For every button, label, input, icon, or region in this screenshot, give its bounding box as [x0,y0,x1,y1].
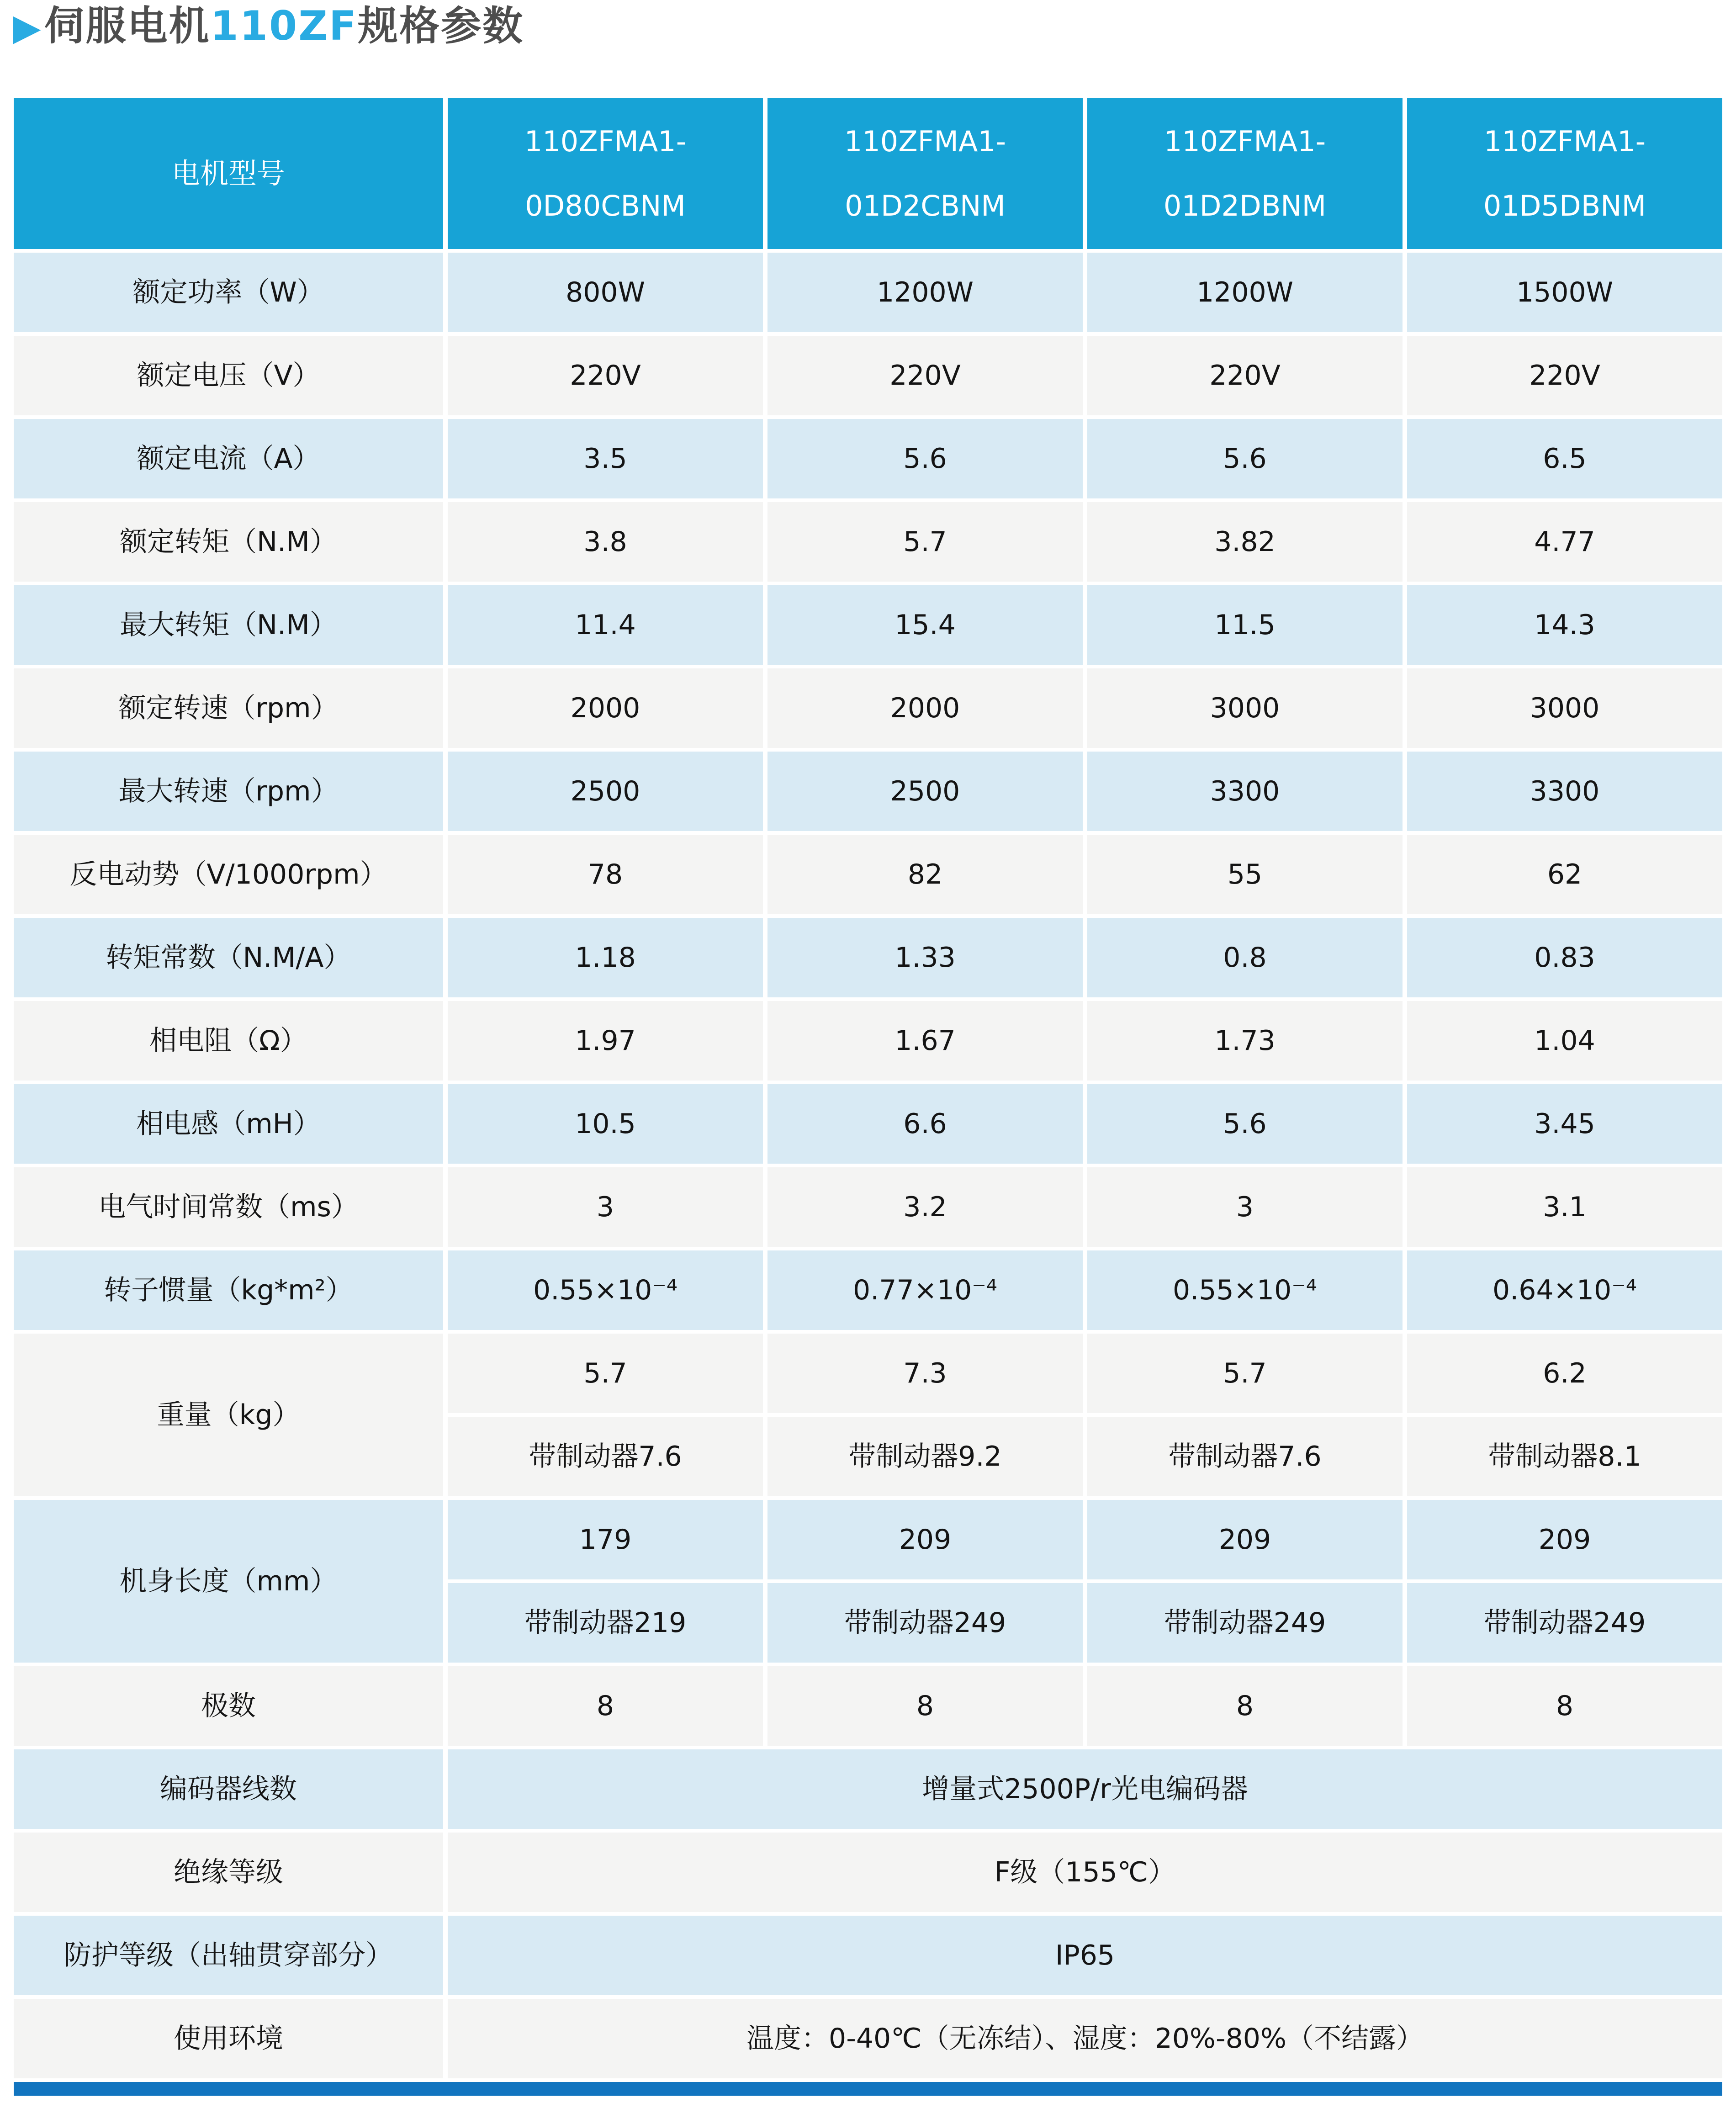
table-cell: 3000 [1087,668,1403,748]
row-label-body-length: 机身长度（mm） [14,1500,443,1663]
model-line1: 110ZFMA1- [1164,124,1326,158]
table-cell: 7.3 [767,1334,1083,1413]
title-part2: 规格参数 [358,2,524,49]
model-line2: 01D2DBNM [1163,189,1327,222]
table-cell: 1.33 [767,918,1083,997]
table-cell: 5.6 [767,419,1083,498]
row-label: 电气时间常数（ms） [14,1167,443,1247]
table-cell: 0.8 [1087,918,1403,997]
table-cell: 15.4 [767,585,1083,665]
table-cell: 0.64×10⁻⁴ [1407,1250,1722,1330]
table-cell: 带制动器249 [1087,1583,1403,1663]
table-cell: 5.7 [1087,1334,1403,1413]
table-cell: 2000 [448,668,763,748]
row-label: 额定功率（W） [14,253,443,332]
merged-value-cell: 增量式2500P/r光电编码器 [448,1749,1722,1829]
row-label-weight: 重量（kg） [14,1334,443,1496]
table-cell: 1.67 [767,1001,1083,1081]
table-cell: 6.2 [1407,1334,1722,1413]
title-highlight: 110ZF [210,2,358,49]
table-cell: 5.6 [1087,419,1403,498]
table-cell: 800W [448,253,763,332]
table-cell: 8 [1407,1666,1722,1746]
table-cell: 220V [1407,336,1722,415]
table-cell: 1.18 [448,918,763,997]
merged-value-cell: 温度：0-40℃（无冻结）、湿度：20%-80%（不结露） [448,1999,1722,2078]
row-label: 相电感（mH） [14,1084,443,1164]
table-cell: 1200W [1087,253,1403,332]
table-cell: 1.04 [1407,1001,1722,1081]
table-cell: 3.5 [448,419,763,498]
table-cell: 8 [1087,1666,1403,1746]
table-cell: 1500W [1407,253,1722,332]
table-cell: 0.77×10⁻⁴ [767,1250,1083,1330]
table-cell: 220V [448,336,763,415]
row-label: 最大转矩（N.M） [14,585,443,665]
table-cell: 带制动器249 [1407,1583,1722,1663]
table-cell: 5.7 [448,1334,763,1413]
table-cell: 1.97 [448,1001,763,1081]
row-label: 最大转速（rpm） [14,752,443,831]
table-cell: 2500 [448,752,763,831]
table-cell: 10.5 [448,1084,763,1164]
table-cell: 3.1 [1407,1167,1722,1247]
model-line1: 110ZFMA1- [1483,124,1646,158]
row-label: 额定电流（A） [14,419,443,498]
page-title [13,3,524,49]
table-cell: 带制动器7.6 [1087,1417,1403,1496]
table-cell: 14.3 [1407,585,1722,665]
row-label: 额定转速（rpm） [14,668,443,748]
table-cell: 220V [767,336,1083,415]
table-cell: 8 [767,1666,1083,1746]
row-label: 转矩常数（N.M/A） [14,918,443,997]
merged-value-cell: IP65 [448,1916,1722,1995]
table-cell: 179 [448,1500,763,1579]
table-cell: 3300 [1407,752,1722,831]
model-line2: 0D80CBNM [525,189,686,222]
row-label: 相电阻（Ω） [14,1001,443,1081]
table-cell: 209 [1087,1500,1403,1579]
row-label: 编码器线数 [14,1749,443,1829]
table-cell: 220V [1087,336,1403,415]
title-part1: 伺服电机 [44,2,211,49]
table-cell: 3 [1087,1167,1403,1247]
table-cell: 209 [767,1500,1083,1579]
table-cell: 3.8 [448,502,763,582]
table-cell: 3.2 [767,1167,1083,1247]
spec-table [14,98,1722,2096]
table-cell: 8 [448,1666,763,1746]
column-header-model-1 [448,98,763,249]
table-cell: 11.4 [448,585,763,665]
table-cell: 1.73 [1087,1001,1403,1081]
row-label: 极数 [14,1666,443,1746]
table-cell: 3000 [1407,668,1722,748]
model-line2: 01D5DBNM [1483,189,1646,222]
table-cell: 3.45 [1407,1084,1722,1164]
row-label: 反电动势（V/1000rpm） [14,835,443,914]
column-header-model-3 [1087,98,1403,249]
table-cell: 5.7 [767,502,1083,582]
table-cell: 1200W [767,253,1083,332]
row-label: 绝缘等级 [14,1833,443,1912]
table-bottom-bar [14,2082,1722,2096]
table-cell: 3.82 [1087,502,1403,582]
table-cell: 6.6 [767,1084,1083,1164]
row-label: 转子惯量（kg*m²） [14,1250,443,1330]
table-cell: 0.55×10⁻⁴ [448,1250,763,1330]
model-line1: 110ZFMA1- [844,124,1006,158]
model-line2: 01D2CBNM [845,189,1006,222]
table-cell: 带制动器7.6 [448,1417,763,1496]
spec-table-grid [14,98,1722,2078]
table-cell: 带制动器8.1 [1407,1417,1722,1496]
table-cell: 4.77 [1407,502,1722,582]
column-header-model-4 [1407,98,1722,249]
table-cell: 3 [448,1167,763,1247]
corner-header: 电机型号 [14,98,443,249]
table-cell: 11.5 [1087,585,1403,665]
table-cell: 78 [448,835,763,914]
table-cell: 62 [1407,835,1722,914]
merged-value-cell: F级（155℃） [448,1833,1722,1912]
table-cell: 2000 [767,668,1083,748]
table-cell: 带制动器219 [448,1583,763,1663]
model-line1: 110ZFMA1- [524,124,687,158]
table-cell: 3300 [1087,752,1403,831]
table-cell: 0.55×10⁻⁴ [1087,1250,1403,1330]
table-cell: 5.6 [1087,1084,1403,1164]
row-label: 额定转矩（N.M） [14,502,443,582]
table-cell: 82 [767,835,1083,914]
table-cell: 6.5 [1407,419,1722,498]
table-cell: 55 [1087,835,1403,914]
row-label: 使用环境 [14,1999,443,2078]
table-cell: 2500 [767,752,1083,831]
table-cell: 带制动器249 [767,1583,1083,1663]
row-label: 额定电压（V） [14,336,443,415]
table-cell: 0.83 [1407,918,1722,997]
table-cell: 带制动器9.2 [767,1417,1083,1496]
column-header-model-2 [767,98,1083,249]
row-label: 防护等级（出轴贯穿部分） [14,1916,443,1995]
arrow-right-icon: ▶ [13,6,42,48]
table-cell: 209 [1407,1500,1722,1579]
